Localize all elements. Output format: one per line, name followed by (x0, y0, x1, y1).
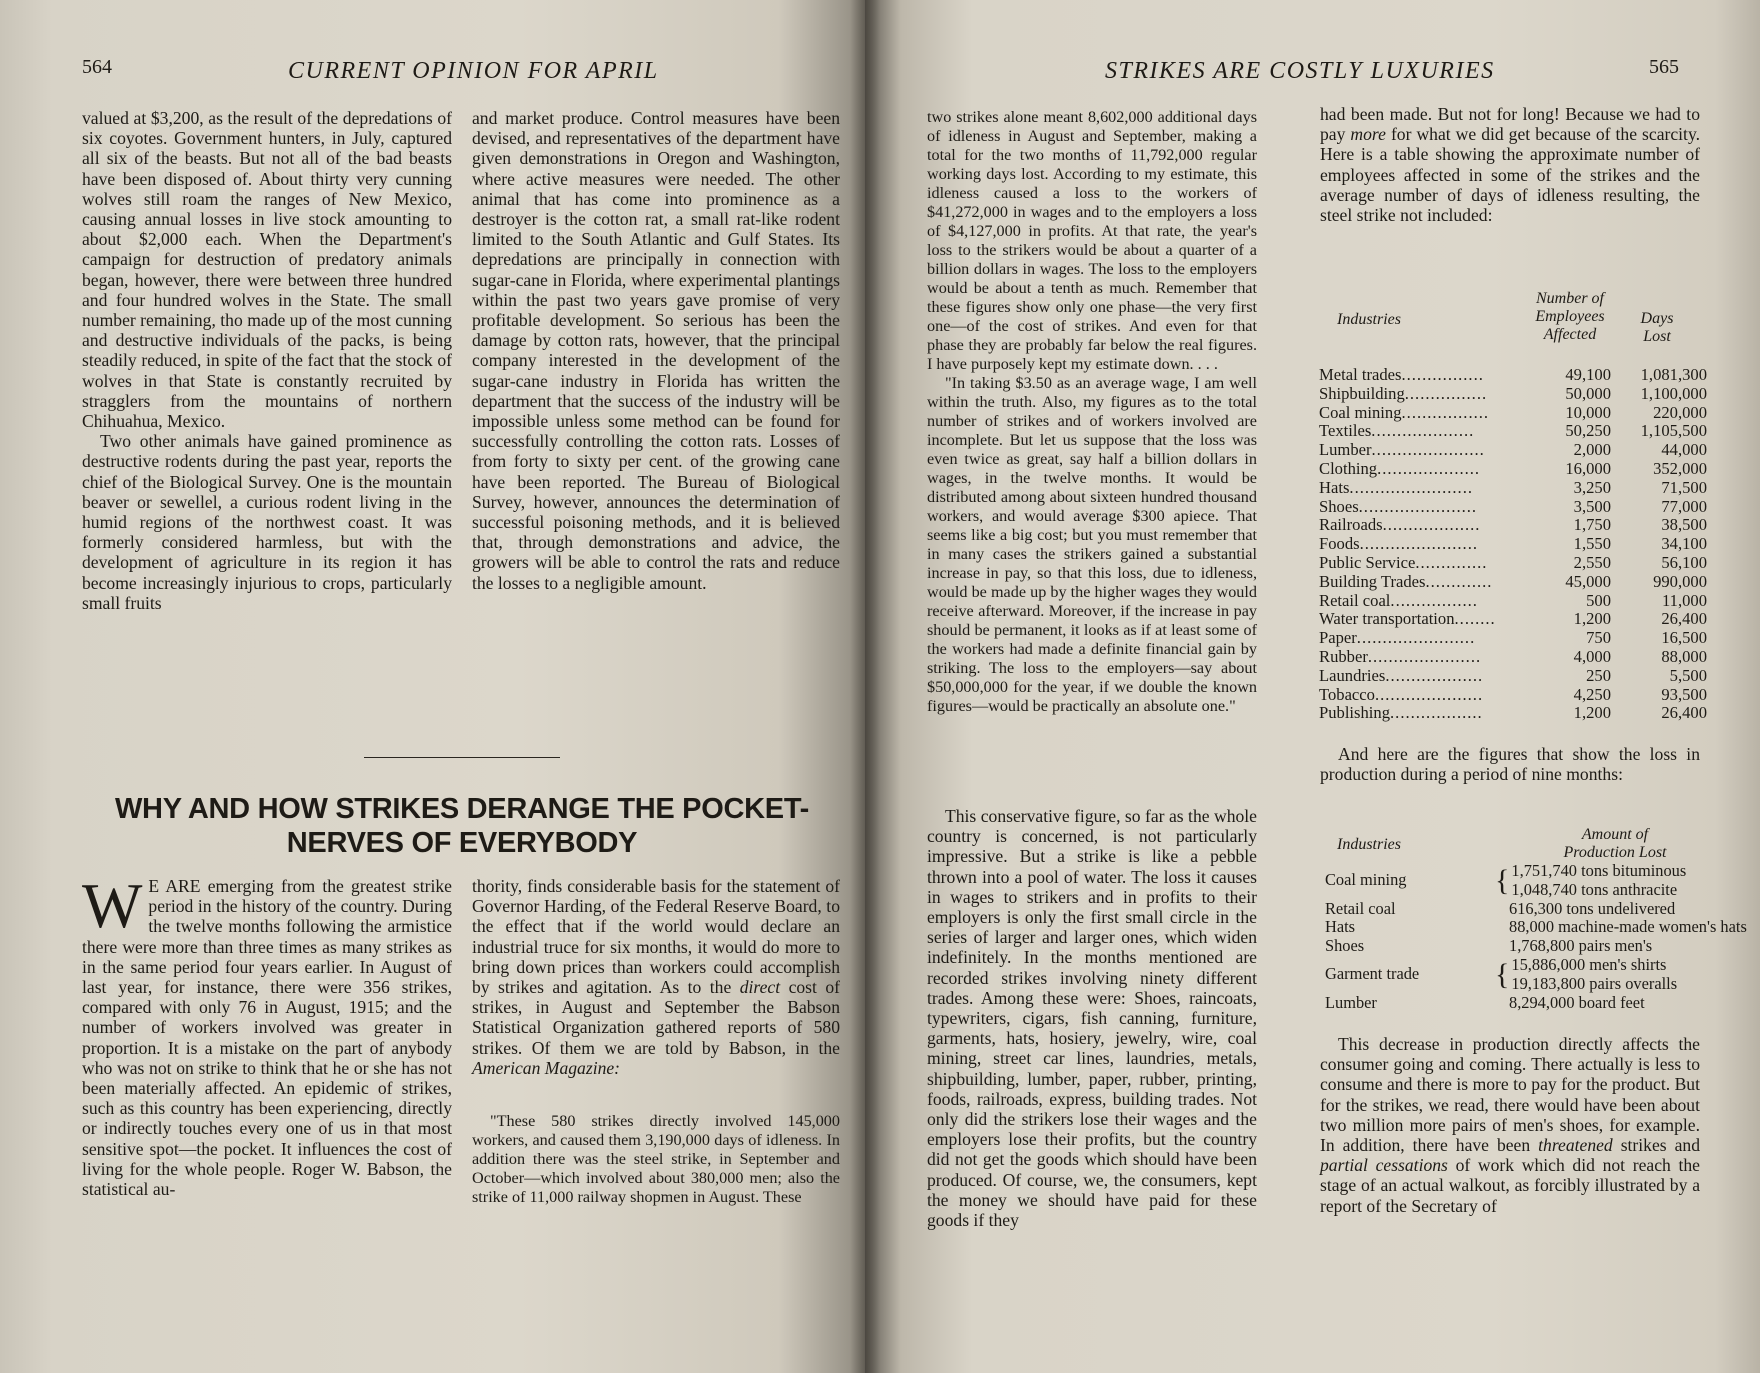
table2-header-amount: Amount of Production Lost (1563, 826, 1667, 861)
employees-cell: 45,000 (1565, 571, 1611, 591)
leader-dots: .................... (1371, 421, 1475, 441)
table1-header-industries: Industries (1337, 311, 1401, 328)
table-row (1319, 516, 1707, 535)
paragraph: This conservative figure, so far as the whole country is concerned, is not particularly impressive. But a strike is like a pebble thrown into a pool of water. The loss it causes in wages to strikers and in profits to their employers is only the first small circle in the series of larger and larger ones, which widen indefinitely. In the months mentioned are recorded strikes involving ninety different trades. Among these were: Shoes, raincoats, typewriters, cigars, fish canning, furniture, garments, hats, hosiery, jewelry, wire, coal mining, street car lines, laundries, metals, shipbuilding, lumber, paper, rubber, printing, foods, railroads, express, building trades. Not only did the strikers lose their wages and the employers lose their profits, but the country did not get the goods which should have been produced. Of course, we, the consumers, kept the money we should have paid for these goods if they (927, 806, 1257, 1231)
left-column-1 (82, 108, 452, 613)
employees-cell: 1,550 (1573, 534, 1611, 554)
employees-cell: 1,750 (1573, 515, 1611, 535)
amount-cell (1495, 900, 1747, 919)
running-head: STRIKES ARE COSTLY LUXURIES (1105, 58, 1495, 84)
industry-cell: Lumber (1325, 992, 1377, 1012)
table-row (1319, 610, 1707, 629)
table-row (1319, 535, 1707, 554)
amount-cell (1495, 918, 1747, 937)
paragraph: had been made. But not for long! Because we had to pay more for what we did get because of the scarcity. Here is a table showing the approximate number of employees affected in some of the strikes and the average number of days of idleness resulting, the steel strike not included: (1320, 104, 1700, 226)
right-column-2-end (1320, 1034, 1700, 1216)
table-row (1325, 994, 1747, 1013)
right-column-1 (927, 108, 1257, 716)
employees-cell: 1,200 (1573, 609, 1611, 629)
leader-dots: ................. (1390, 590, 1478, 610)
section-divider (364, 757, 560, 758)
leader-dots: ....................... (1356, 628, 1476, 648)
block-quote: "These 580 strikes directly involved 145,000 workers, and caused them 3,190,000 days of idleness. In addition there was the steel strike, in September and October—which involved about 380,000 men; also the strike of 11,000 railway shopmen in August. These (472, 1112, 840, 1207)
brace-glyph: { (1495, 957, 1510, 991)
industry-cell: Water transportation........ (1319, 609, 1496, 629)
article-headline (78, 792, 846, 860)
article-text: E ARE emerging from the greatest strike period in the history of the country. During the twelve months following the armistice there were more than three times as many strikes as in the same period four years earlier. In August of last year, for instance, there were 356 strikes, compared with only 76 in August, 1915; and the number of workers involved was greater in proportion. It is a mistake on the part of anybody who was not on strike to think that he or she has not been materially affected. An epidemic of strikes, such as this country has been experiencing, directly or indirectly touches every one of us in that most sensitive spot—the pocket. It influences the cost of living for the whole people. Roger W. Babson, the statistical au- (82, 876, 452, 1200)
table1-header-employees: Number of Employees Affected (1535, 290, 1605, 343)
paragraph: and market produce. Control measures have been devised, and representatives of the department have given demonstrations in Oregon and Washington, where active measures were needed. The other animal that has come into prominence as a destroyer is the cotton rat, a small rat-like rodent limited to the South Atlantic and Gulf States. Its depredations are principally in connection with sugar-cane in Florida, where experimental plantings within the past two years gave promise of very profitable development. So serious has been the damage by cotton rats, however, that the principal company interested in the development of the sugar-cane industry in Florida has written the department that the success of the industry will be impossible unless some method can be found for successfully controlling the cotton rats. Losses of from forty to sixty per cent. of the growing cane have been reported. The Bureau of Biological Survey, however, announces the determination of successful poisoning methods, and it is believed that, through demonstrations and advice, the growers will be able to control the rats and reduce the losses to a negligible amount. (472, 108, 840, 593)
page-number: 565 (1649, 56, 1679, 78)
industry-cell: Metal trades................ (1319, 365, 1484, 384)
table-row (1319, 629, 1707, 648)
table-row (1319, 404, 1707, 423)
leader-dots: ........ (1454, 609, 1496, 629)
days-cell: 26,400 (1661, 703, 1707, 723)
page-number: 564 (82, 56, 112, 78)
leader-dots: .............. (1415, 552, 1488, 572)
leader-dots: ........................ (1349, 477, 1473, 497)
industry-cell: Hats........................ (1319, 477, 1473, 497)
employees-cell: 3,250 (1573, 477, 1611, 497)
leader-dots: .................. (1390, 703, 1483, 723)
table-row (1319, 422, 1707, 441)
table-row (1319, 704, 1707, 723)
days-cell: 5,500 (1669, 665, 1707, 685)
amount-cell (1495, 994, 1747, 1013)
industry-cell: Shipbuilding................ (1319, 383, 1488, 403)
industry-cell: Coal mining................. (1319, 402, 1490, 422)
industry-cell: Public Service.............. (1319, 552, 1488, 572)
industry-cell: Garment trade (1325, 964, 1420, 984)
paragraph: This decrease in production directly affects the consumer going and coming. There actually is less to consume and there is more to pay for the product. But for the strikes, we read, there would have been about two million more pairs of men's shoes, for example. In addition, there have been threatened strikes and partial cessations of work which did not reach the stage of an actual walkout, as forcibly illustrated by a report of the Secretary of (1320, 1034, 1701, 1216)
employees-cell: 10,000 (1565, 402, 1611, 422)
days-cell: 1,081,300 (1640, 365, 1707, 384)
days-cell: 71,500 (1661, 477, 1707, 497)
amount-line: 1,768,800 pairs men's (1509, 936, 1653, 956)
leader-dots: ....................... (1358, 496, 1478, 516)
leader-dots: ................ (1401, 365, 1484, 384)
amount-line: 19,183,800 pairs overalls (1511, 973, 1678, 993)
employees-cell: 3,500 (1573, 496, 1611, 516)
days-cell: 93,500 (1661, 684, 1707, 704)
industry-cell: Textiles.................... (1319, 421, 1475, 441)
table-row (1325, 900, 1747, 919)
leader-dots: ................. (1401, 402, 1490, 422)
running-head: CURRENT OPINION FOR APRIL (288, 58, 659, 84)
employees-cell: 250 (1586, 665, 1611, 685)
days-cell: 1,105,500 (1640, 421, 1707, 441)
industry-cell: Clothing.................... (1319, 458, 1481, 478)
days-cell: 11,000 (1661, 590, 1707, 610)
left-page (0, 0, 865, 1373)
industry-cell: Railroads................... (1319, 515, 1481, 535)
table-row (1319, 554, 1707, 573)
employees-cell: 4,000 (1573, 646, 1611, 666)
industry-cell: Retail coal (1325, 898, 1396, 918)
employees-cell: 500 (1586, 590, 1611, 610)
employees-cell: 16,000 (1565, 458, 1611, 478)
leader-dots: ....................... (1359, 534, 1478, 554)
table-row (1319, 667, 1707, 686)
article-column-1 (82, 870, 452, 1200)
industry-cell: Shoes (1325, 936, 1365, 956)
brace-glyph: { (1495, 863, 1510, 897)
days-cell: 34,100 (1661, 534, 1707, 554)
table-row (1325, 937, 1747, 956)
leader-dots: .................... (1377, 458, 1481, 478)
industry-cell: Publishing.................. (1319, 703, 1483, 723)
days-cell: 352,000 (1653, 458, 1707, 478)
industry-cell: Laundries................... (1319, 665, 1484, 685)
leader-dots: ................... (1385, 665, 1484, 685)
employees-cell: 49,100 (1565, 365, 1611, 384)
days-cell: 220,000 (1653, 402, 1707, 422)
leader-dots: ............. (1425, 571, 1493, 591)
table-row (1319, 366, 1707, 385)
article-column-2 (472, 876, 840, 1207)
emphasis: threatened (1538, 1135, 1613, 1156)
leader-dots: ...................... (1367, 646, 1482, 666)
leader-dots: ...................... (1371, 440, 1485, 460)
emphasis: direct (739, 977, 781, 998)
days-cell: 44,000 (1661, 440, 1707, 460)
days-cell: 88,000 (1661, 646, 1707, 666)
drop-cap: W (82, 870, 143, 941)
table-row (1319, 460, 1707, 479)
emphasis: more (1350, 124, 1386, 145)
days-cell: 77,000 (1661, 496, 1707, 516)
emphasis: partial cessations (1320, 1155, 1448, 1176)
amount-line: 616,300 tons undelivered (1509, 898, 1676, 918)
table-row (1319, 498, 1707, 517)
days-cell: 1,100,000 (1640, 383, 1707, 403)
industry-cell: Coal mining (1325, 870, 1407, 890)
industry-cell: Shoes....................... (1319, 496, 1478, 516)
days-cell: 38,500 (1661, 515, 1707, 535)
paragraph: Two other animals have gained prominence as destructive rodents during the past year, reports the chief of the Biological Survey. One is the mountain beaver or sewellel, a curious rodent living in the humid regions of the northwest coast. It was formerly considered harmless, but with the development of agriculture in its region it has become increasingly injurious to crops, particularly small fruits (82, 431, 452, 613)
industry-cell: Hats (1325, 917, 1356, 937)
paragraph: thority, finds considerable basis for the statement of Governor Harding, of the Federal Reserve Board, to the effect that if the world would declare an industrial truce for six months, it would do more to bring down prices than workers could accomplish by strikes and agitation. As to the direct cost of strikes, in August and September the Babson Statistical Organization gathered reports of 580 strikes. Of them we are told by Babson, in the American Magazine: (472, 876, 840, 1078)
employees-cell: 50,250 (1565, 421, 1611, 441)
industry-cell: Paper....................... (1319, 628, 1476, 648)
table-row (1325, 956, 1747, 994)
table-row (1325, 862, 1747, 900)
industry-cell: Retail coal................. (1319, 590, 1478, 610)
table1-header-days: Days Lost (1640, 310, 1674, 345)
amount-line: 15,886,000 men's shirts (1511, 954, 1667, 974)
days-cell: 26,400 (1661, 609, 1707, 629)
amount-line: 1,751,740 tons bituminous (1511, 861, 1687, 880)
production-loss-table (1325, 862, 1747, 1012)
industry-cell: Lumber...................... (1319, 440, 1485, 460)
paragraph: And here are the figures that show the loss in production during a period of nine months: (1320, 744, 1700, 785)
leader-dots: ................ (1404, 383, 1488, 403)
right-column-2-mid (1320, 744, 1700, 784)
right-column-1-body (927, 806, 1257, 1230)
headline-line: WHY AND HOW STRIKES DERANGE THE POCKET- (114, 793, 809, 825)
employees-cell: 2,000 (1573, 440, 1611, 460)
industry-cell: Rubber...................... (1319, 646, 1482, 666)
paragraph (82, 870, 452, 1200)
days-cell: 56,100 (1661, 552, 1707, 572)
table-row (1319, 573, 1707, 592)
table-row (1319, 479, 1707, 498)
table2-header-industries: Industries (1337, 836, 1401, 853)
emphasis: American Magazine: (472, 1057, 621, 1078)
days-cell: 16,500 (1661, 628, 1707, 648)
amount-line: 8,294,000 board feet (1509, 992, 1645, 1012)
table-row (1325, 918, 1747, 937)
strike-employees-table (1319, 366, 1707, 723)
employees-cell: 1,200 (1573, 703, 1611, 723)
days-cell: 990,000 (1653, 571, 1707, 591)
amount-line: 88,000 machine-made women's hats (1509, 917, 1747, 937)
industry-cell: Foods....................... (1319, 534, 1478, 554)
industry-cell: Tobacco..................... (1319, 684, 1484, 704)
table-row (1319, 385, 1707, 404)
right-page (865, 0, 1760, 1373)
amount-cell (1495, 937, 1747, 956)
headline-line: NERVES OF EVERYBODY (286, 827, 638, 859)
employees-cell: 4,250 (1573, 684, 1611, 704)
table-row (1319, 441, 1707, 460)
leader-dots: ................... (1382, 515, 1481, 535)
employees-cell: 2,550 (1573, 552, 1611, 572)
amount-cell (1495, 862, 1747, 900)
amount-cell (1495, 956, 1747, 994)
block-quote: "In taking $3.50 as an average wage, I am well within the truth. Also, my figures as to the total number of strikes and of workers involved are incomplete. But let us suppose that the loss was even twice as great, say half a billion dollars in wages, in the twelve months. It would be distributed among about sixteen hundred thousand workers, and would average $300 apiece. That seems like a big cost; but you must remember that in many cases the strikers gained a substantial increase in pay, so that this loss, due to idleness, would be made up by the higher wages they would receive afterward. Moreover, if the increase in pay should be permanent, it looks as if at least some of the workers had made a definite financial gain by striking. The loss to the employers—say about $50,000,000 for the year, if we double the known figures—would be practically an absolute one." (927, 374, 1257, 715)
employees-cell: 750 (1586, 628, 1611, 648)
industry-cell: Building Trades............. (1319, 571, 1493, 591)
block-quote: two strikes alone meant 8,602,000 additional days of idleness in August and September, making a total for the two months of 11,792,000 regular working days lost. According to my estimate, this idleness caused a loss to the workers of $41,272,000 in wages and to the employers a loss of $4,127,000 in profits. At that rate, the year's loss to the strikers would be about a quarter of a billion dollars in wages. The loss to the employers would be about a tenth as much. Remember that these figures show only one phase—the very first one—of the cost of strikes. And even for that phase they are probably far below the real figures. I have purposely kept my estimate down. . . . (927, 108, 1257, 373)
employees-cell: 50,000 (1565, 383, 1611, 403)
table-row (1319, 648, 1707, 667)
paragraph: valued at $3,200, as the result of the depredations of six coyotes. Government hunters, in July, captured all six of the beasts. But not all of the bad beasts have been disposed of. About thirty very cunning wolves still roam the ranges of New Mexico, causing annual losses in live stock amounting to about $2,000 each. When the Department's campaign for destruction of predatory animals began, however, there were between three hundred and four hundred wolves in the State. The small number remaining, tho made up of the most cunning and destructive individuals of the packs, is being steadily reduced, in spite of the fact that the stock of wolves in that State is constantly recruited by stragglers from the mountains of northern Chihuahua, Mexico. (82, 108, 452, 432)
leader-dots: ..................... (1374, 684, 1484, 704)
table-row (1319, 592, 1707, 611)
amount-line: 1,048,740 tons anthracite (1511, 879, 1678, 899)
table-row (1319, 686, 1707, 705)
left-column-2 (472, 108, 840, 593)
right-column-2-intro (1320, 104, 1700, 225)
